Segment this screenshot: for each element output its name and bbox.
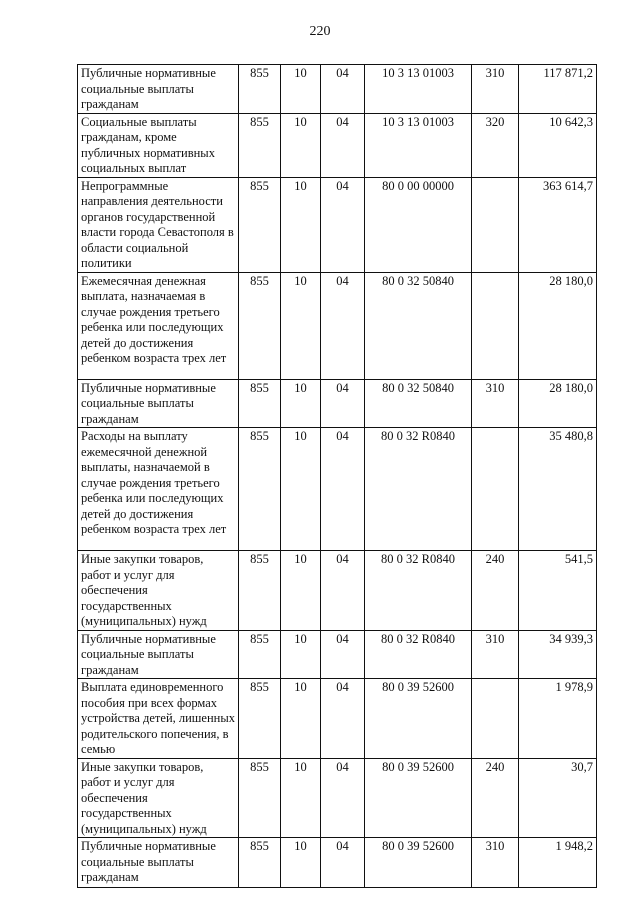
ministry-code: 855 — [239, 758, 281, 838]
section-code: 10 — [281, 379, 321, 428]
table-row — [78, 428, 597, 551]
ministry-code: 855 — [239, 65, 281, 114]
target-code: 80 0 32 50840 — [365, 379, 472, 428]
section-code: 10 — [281, 758, 321, 838]
expense-type-code: 240 — [472, 758, 519, 838]
ministry-code: 855 — [239, 630, 281, 679]
row-name: Публичные нормативные социальные выплаты гражданам — [78, 630, 239, 679]
row-name: Расходы на выплату ежемесячной денежной выплаты, назначаемой в случае рождения третьего ребенка или последующих детей до достижения ребенком возраста трех лет — [78, 428, 239, 551]
expense-type-code — [472, 679, 519, 759]
amount: 363 614,7 — [519, 177, 597, 272]
table-row — [78, 551, 597, 631]
expense-type-code: 310 — [472, 630, 519, 679]
amount: 28 180,0 — [519, 272, 597, 379]
section-code: 10 — [281, 838, 321, 888]
target-code: 10 3 13 01003 — [365, 113, 472, 177]
expense-type-code: 240 — [472, 551, 519, 631]
subsection-code: 04 — [321, 838, 365, 888]
row-name: Публичные нормативные социальные выплаты гражданам — [78, 65, 239, 114]
row-name: Выплата единовременного пособия при всех формах устройства детей, лишенных родительского попечения, в семью — [78, 679, 239, 759]
section-code: 10 — [281, 272, 321, 379]
table-row — [78, 630, 597, 679]
target-code: 80 0 39 52600 — [365, 838, 472, 888]
section-code: 10 — [281, 113, 321, 177]
row-name: Публичные нормативные социальные выплаты гражданам — [78, 838, 239, 888]
row-name: Иные закупки товаров, работ и услуг для обеспечения государственных (муниципальных) нужд — [78, 551, 239, 631]
amount: 117 871,2 — [519, 65, 597, 114]
table-row — [78, 838, 597, 888]
expense-type-code: 310 — [472, 838, 519, 888]
subsection-code: 04 — [321, 551, 365, 631]
amount: 1 978,9 — [519, 679, 597, 759]
ministry-code: 855 — [239, 177, 281, 272]
target-code: 80 0 32 50840 — [365, 272, 472, 379]
target-code: 80 0 00 00000 — [365, 177, 472, 272]
row-name: Непрограммные направления деятельности органов государственной власти города Севастополя в области социальной политики — [78, 177, 239, 272]
amount: 30,7 — [519, 758, 597, 838]
ministry-code: 855 — [239, 679, 281, 759]
ministry-code: 855 — [239, 379, 281, 428]
amount: 28 180,0 — [519, 379, 597, 428]
amount: 34 939,3 — [519, 630, 597, 679]
table-row — [78, 679, 597, 759]
target-code: 80 0 32 R0840 — [365, 428, 472, 551]
section-code: 10 — [281, 551, 321, 631]
row-name: Публичные нормативные социальные выплаты гражданам — [78, 379, 239, 428]
target-code: 80 0 32 R0840 — [365, 551, 472, 631]
amount: 35 480,8 — [519, 428, 597, 551]
ministry-code: 855 — [239, 428, 281, 551]
subsection-code: 04 — [321, 630, 365, 679]
amount: 10 642,3 — [519, 113, 597, 177]
subsection-code: 04 — [321, 272, 365, 379]
ministry-code: 855 — [239, 838, 281, 888]
subsection-code: 04 — [321, 428, 365, 551]
ministry-code: 855 — [239, 113, 281, 177]
subsection-code: 04 — [321, 113, 365, 177]
budget-table — [77, 64, 597, 888]
target-code: 10 3 13 01003 — [365, 65, 472, 114]
subsection-code: 04 — [321, 379, 365, 428]
subsection-code: 04 — [321, 758, 365, 838]
expense-type-code: 310 — [472, 65, 519, 114]
expense-type-code: 320 — [472, 113, 519, 177]
ministry-code: 855 — [239, 551, 281, 631]
section-code: 10 — [281, 428, 321, 551]
section-code: 10 — [281, 630, 321, 679]
section-code: 10 — [281, 679, 321, 759]
section-code: 10 — [281, 65, 321, 114]
table-row — [78, 65, 597, 114]
table-row — [78, 272, 597, 379]
row-name: Ежемесячная денежная выплата, назначаемая в случае рождения третьего ребенка или последующих детей до достижения ребенком возраста трех лет — [78, 272, 239, 379]
subsection-code: 04 — [321, 177, 365, 272]
section-code: 10 — [281, 177, 321, 272]
row-name: Иные закупки товаров, работ и услуг для обеспечения государственных (муниципальных) нужд — [78, 758, 239, 838]
target-code: 80 0 39 52600 — [365, 758, 472, 838]
expense-type-code — [472, 272, 519, 379]
table-row — [78, 758, 597, 838]
expense-type-code — [472, 177, 519, 272]
table-row — [78, 113, 597, 177]
row-name: Социальные выплаты гражданам, кроме публичных нормативных социальных выплат — [78, 113, 239, 177]
expense-type-code: 310 — [472, 379, 519, 428]
expense-type-code — [472, 428, 519, 551]
amount: 541,5 — [519, 551, 597, 631]
target-code: 80 0 32 R0840 — [365, 630, 472, 679]
page-number: 220 — [309, 24, 331, 39]
target-code: 80 0 39 52600 — [365, 679, 472, 759]
subsection-code: 04 — [321, 65, 365, 114]
amount: 1 948,2 — [519, 838, 597, 888]
subsection-code: 04 — [321, 679, 365, 759]
ministry-code: 855 — [239, 272, 281, 379]
table-row — [78, 379, 597, 428]
table-row — [78, 177, 597, 272]
